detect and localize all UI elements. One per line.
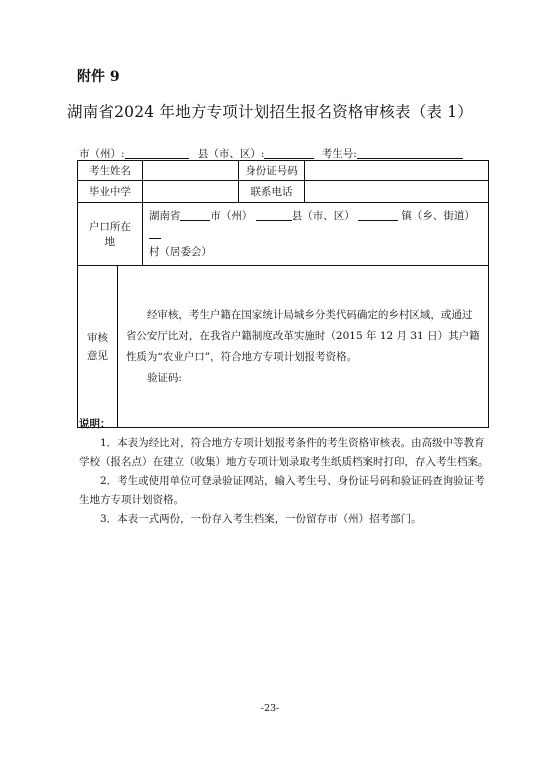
county-label: 县（市、区）: <box>197 148 265 160</box>
row-school-phone <box>78 181 489 203</box>
county-blank <box>264 147 314 159</box>
row-hukou <box>78 203 489 266</box>
note-item-1: 1．本表为经比对，符合地方专项计划报考条件的考生资格审核表。由高级中等教育学校（报名点）在建立（收集）地方专项计划录取考生纸质档案时打印，存入考生档案。 <box>79 437 489 468</box>
id-value <box>305 161 489 181</box>
hukou-value <box>142 203 488 266</box>
opinion-label <box>78 266 118 428</box>
opinion-content <box>117 266 488 428</box>
opinion-label-2: 意见 <box>86 349 108 362</box>
school-value <box>142 181 238 203</box>
verify-code-label: 验证码: <box>146 371 182 384</box>
form-title: 湖南省2024 年地方专项计划招生报名资格审核表（表 1） <box>67 103 473 121</box>
opinion-text: 经审核，考生户籍在国家统计局城乡分类代码确定的乡村区域，或通过省公安厅比对，在我省户籍制度改革实施时（2015 年 12 月 31 日）其户籍性质为“农业户口”，符合地方专项计划报考资格。 <box>125 308 480 363</box>
attachment-label: 附件 9 <box>77 69 120 85</box>
city-blank <box>125 147 189 159</box>
phone-value <box>305 181 489 203</box>
hukou-blank-city <box>180 209 210 221</box>
note-item-3: 3．本表一式两份，一份存入考生档案，一份留存市（州）招考部门。 <box>100 513 422 525</box>
info-line <box>79 146 463 161</box>
id-label: 身份证号码 <box>238 161 305 181</box>
row-name-id <box>78 161 489 181</box>
qualification-form <box>77 160 489 428</box>
hukou-blank-village <box>149 227 161 239</box>
hukou-blank-county <box>256 209 292 221</box>
row-opinion <box>78 266 489 428</box>
page-number: -23- <box>260 703 280 714</box>
notes <box>79 415 495 529</box>
school-label: 毕业中学 <box>78 181 143 203</box>
hukou-village: 村（居委会） <box>148 246 212 258</box>
city-label: 市（州）: <box>79 148 125 160</box>
name-value <box>142 161 238 181</box>
hukou-label: 户口所在地 <box>78 203 143 266</box>
hukou-county: 县（市、区） <box>291 210 355 222</box>
opinion-label-1: 审核 <box>86 331 108 344</box>
exam-no-label: 考生号: <box>321 148 357 160</box>
hukou-city: 市（州） <box>210 210 253 222</box>
hukou-province: 湖南省 <box>148 210 181 222</box>
phone-label: 联系电话 <box>238 181 305 203</box>
exam-no-blank <box>357 147 463 159</box>
notes-heading: 说明： <box>79 418 111 430</box>
name-label: 考生姓名 <box>78 161 143 181</box>
hukou-town: 镇（乡、街道） <box>401 210 475 222</box>
hukou-blank-town <box>358 209 398 221</box>
note-item-2: 2．考生或使用单位可登录验证网站，输入考生号、身份证号码和验证码查询验证考生地方专项计划资格。 <box>79 475 485 506</box>
